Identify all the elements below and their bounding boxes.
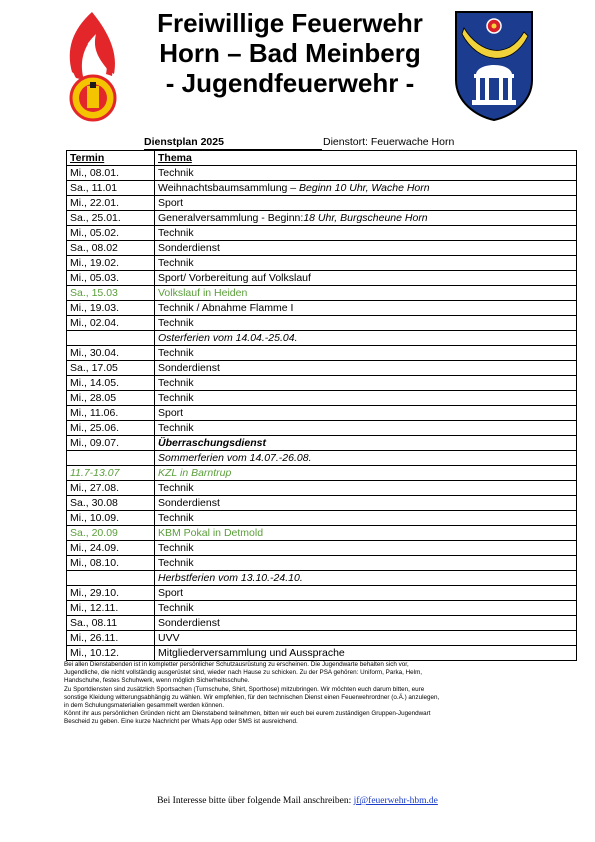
cell-thema: Sonderdienst: [155, 616, 577, 631]
cell-termin: Sa., 25.01.: [67, 211, 155, 226]
cell-thema: Technik: [155, 541, 577, 556]
cell-thema: Technik: [155, 391, 577, 406]
cell-termin: Mi., 30.04.: [67, 346, 155, 361]
table-header-row: [67, 151, 577, 166]
cell-termin: Sa., 08.11: [67, 616, 155, 631]
thema-main-text: Weihnachtsbaumsammlung –: [158, 182, 300, 194]
cell-termin: Mi., 28.05: [67, 391, 155, 406]
cell-termin: [67, 451, 155, 466]
cell-thema: Sport: [155, 586, 577, 601]
plan-location: Dienstort: Feuerwache Horn: [323, 136, 455, 148]
cell-termin: Mi., 22.01.: [67, 196, 155, 211]
table-row: [67, 181, 577, 196]
cell-termin: Sa., 11.01: [67, 181, 155, 196]
table-row: [67, 436, 577, 451]
thema-main-text: Generalversammlung - Beginn:: [158, 212, 304, 224]
note-line: Handschuhe, festes Schuhwerk, wenn möglich Sicherheitsschuhe.: [64, 677, 250, 685]
table-row: [67, 556, 577, 571]
cell-thema: Technik: [155, 601, 577, 616]
cell-thema: Sommerferien vom 14.07.-26.08.: [155, 451, 577, 466]
cell-thema: Technik: [155, 166, 577, 181]
cell-thema: Sport: [155, 196, 577, 211]
cell-thema: Technik: [155, 556, 577, 571]
table-row: [67, 316, 577, 331]
cell-thema: Sport/ Vorbereitung auf Volkslauf: [155, 271, 577, 286]
cell-thema: Technik: [155, 421, 577, 436]
cell-termin: Mi., 14.05.: [67, 376, 155, 391]
cell-termin: Mi., 08.10.: [67, 556, 155, 571]
cell-termin: Mi., 05.03.: [67, 271, 155, 286]
table-row: [67, 196, 577, 211]
table-row: [67, 331, 577, 346]
note-line: in dem Schulungsmaterialien gesammelt werden können.: [64, 702, 224, 710]
table-row: [67, 286, 577, 301]
cell-termin: Sa., 30.08: [67, 496, 155, 511]
table-row: [67, 241, 577, 256]
footer: [0, 796, 595, 806]
note-line: Könnt ihr aus persönlichen Gründen nicht am Dienstabend teilnehmen, bitten wir euch bei eurem zuständigen Gruppen-Jugendwart: [64, 710, 431, 718]
table-row: [67, 166, 577, 181]
cell-termin: Mi., 24.09.: [67, 541, 155, 556]
table-row: [67, 376, 577, 391]
cell-thema: Sonderdienst: [155, 361, 577, 376]
table-row: [67, 226, 577, 241]
note-line: Jugendliche, die nicht vollständig ausgerüstet sind, wieder nach Hause zu schicken. Zu der PSA gehören: Uniform, Parka, Helm,: [64, 669, 423, 677]
cell-termin: [67, 331, 155, 346]
table-row: [67, 541, 577, 556]
table-row: [67, 616, 577, 631]
footer-email-link[interactable]: jf@feuerwehr-hbm.de: [353, 796, 438, 806]
cell-termin: Mi., 19.03.: [67, 301, 155, 316]
cell-thema: Mitgliederversammlung und Aussprache: [155, 646, 577, 661]
cell-termin: Mi., 09.07.: [67, 436, 155, 451]
cell-termin: Mi., 19.02.: [67, 256, 155, 271]
cell-termin: Sa., 17.05: [67, 361, 155, 376]
table-row: [67, 211, 577, 226]
cell-thema: Technik: [155, 346, 577, 361]
cell-termin: Mi., 26.11.: [67, 631, 155, 646]
table-row: [67, 481, 577, 496]
cell-thema: [155, 211, 577, 226]
cell-termin: Sa., 15.03: [67, 286, 155, 301]
cell-thema: Osterferien vom 14.04.-25.04.: [155, 331, 577, 346]
cell-thema: KBM Pokal in Detmold: [155, 526, 577, 541]
note-line: Zu Sportdiensten sind zusätzlich Sportsachen (Turnschuhe, Shirt, Sporthose) mitzubringen. Wir möchten euch darum bitten, eure: [64, 685, 425, 693]
header-title-line1: Freiwillige Feuerwehr: [157, 8, 423, 38]
header-title-line2: Horn – Bad Meinberg: [159, 38, 421, 68]
plan-title: Dienstplan 2025: [144, 136, 322, 150]
cell-thema: Technik: [155, 256, 577, 271]
table-row: [67, 526, 577, 541]
cell-termin: Mi., 27.08.: [67, 481, 155, 496]
table-row: [67, 271, 577, 286]
table-row: [67, 586, 577, 601]
cell-thema: Volkslauf in Heiden: [155, 286, 577, 301]
table-row: [67, 406, 577, 421]
table-row: [67, 421, 577, 436]
cell-termin: Mi., 08.01.: [67, 166, 155, 181]
cell-termin: Mi., 11.06.: [67, 406, 155, 421]
table-row: [67, 571, 577, 586]
cell-termin: Mi., 05.02.: [67, 226, 155, 241]
cell-thema: Technik: [155, 316, 577, 331]
table-row: [67, 496, 577, 511]
footer-text: Bei Interesse bitte über folgende Mail anschreiben:: [157, 796, 354, 806]
cell-termin: Mi., 02.04.: [67, 316, 155, 331]
cell-termin: Mi., 25.06.: [67, 421, 155, 436]
cell-thema: Sonderdienst: [155, 241, 577, 256]
cell-termin: Mi., 29.10.: [67, 586, 155, 601]
cell-termin: Sa., 20.09: [67, 526, 155, 541]
note-line: sonstige Kleidung witterungsabhängig zu wählen. Wir empfehlen, für den technischen Dienst einen Feuerwehrordner (o.Ä.) anzulegen,: [64, 693, 440, 701]
notes-text: [64, 661, 579, 727]
cell-thema: Sonderdienst: [155, 496, 577, 511]
table-row: [67, 511, 577, 526]
note-line: Bescheid zu geben. Eine kurze Nachricht per Whats App oder SMS ist ausreichend.: [64, 718, 298, 726]
cell-thema: Herbstferien vom 13.10.-24.10.: [155, 571, 577, 586]
cell-thema: Technik: [155, 376, 577, 391]
table-row: [67, 346, 577, 361]
cell-thema: Technik: [155, 226, 577, 241]
column-header-termin: Termin: [67, 151, 155, 166]
thema-detail-text: 18 Uhr, Burgscheune Horn: [303, 212, 428, 224]
thema-detail-text: Beginn 10 Uhr, Wache Horn: [299, 182, 430, 194]
schedule-table: [66, 150, 577, 661]
table-row: [67, 256, 577, 271]
table-row: [67, 466, 577, 481]
cell-thema: Überraschungsdienst: [155, 436, 577, 451]
cell-termin: 11.7-13.07: [67, 466, 155, 481]
cell-thema: Technik / Abnahme Flamme I: [155, 301, 577, 316]
cell-thema: Technik: [155, 481, 577, 496]
jugendfeuerwehr-logo-icon: [62, 10, 124, 122]
cell-thema: Sport: [155, 406, 577, 421]
table-row: [67, 451, 577, 466]
cell-termin: Mi., 12.11.: [67, 601, 155, 616]
table-row: [67, 646, 577, 661]
cell-termin: Sa., 08.02: [67, 241, 155, 256]
cell-thema: KZL in Barntrup: [155, 466, 577, 481]
cell-thema: [155, 181, 577, 196]
table-row: [67, 601, 577, 616]
note-line: Bei allen Dienstabenden ist in kompletter persönlicher Schutzausrüstung zu erscheinen. Die Jugendwarte behalten sich vor,: [64, 661, 409, 668]
cell-thema: Technik: [155, 511, 577, 526]
coat-of-arms-icon: [454, 10, 534, 122]
schedule-rows: [67, 166, 577, 661]
cell-termin: Mi., 10.12.: [67, 646, 155, 661]
header-title-line3: - Jugendfeuerwehr -: [165, 68, 415, 98]
cell-thema: UVV: [155, 631, 577, 646]
table-row: [67, 301, 577, 316]
column-header-thema: Thema: [155, 151, 577, 166]
table-row: [67, 391, 577, 406]
cell-termin: Mi., 10.09.: [67, 511, 155, 526]
cell-termin: [67, 571, 155, 586]
table-row: [67, 631, 577, 646]
table-row: [67, 361, 577, 376]
